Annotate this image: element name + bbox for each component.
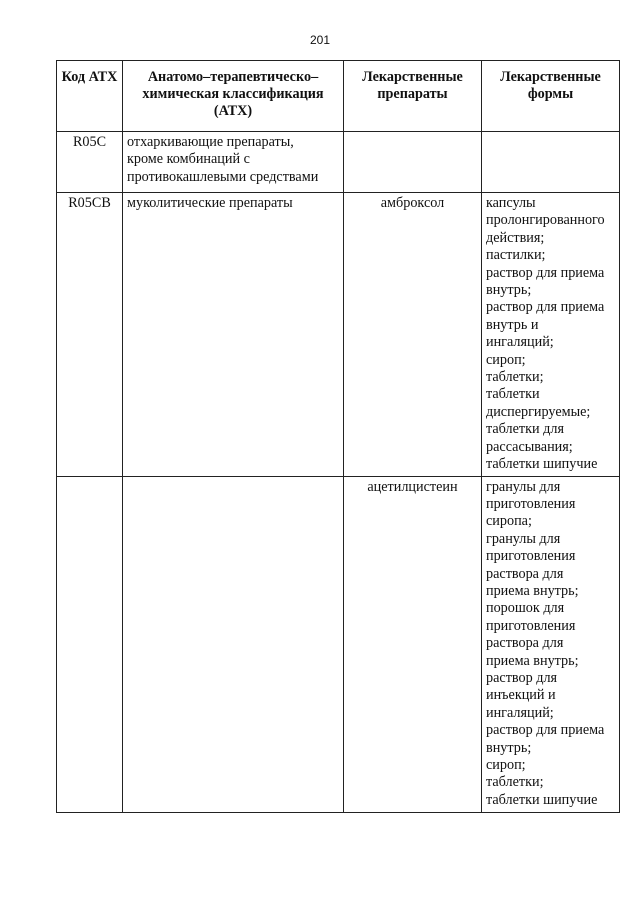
dosage-form-line: сироп;	[486, 351, 526, 368]
dosage-form-line: раствора для	[486, 635, 564, 652]
dosage-form-line: приготовления	[486, 617, 576, 634]
classification-line: кроме комбинаций с	[127, 151, 250, 168]
dosage-form-line: сиропа;	[486, 513, 532, 530]
dosage-form-line: рассасывания;	[486, 438, 573, 455]
dosage-form-line: раствора для	[486, 565, 564, 582]
dosage-form-line: приема внутрь;	[486, 582, 579, 599]
forms-cell	[482, 476, 620, 812]
dosage-form-line: таблетки шипучие	[486, 791, 598, 808]
dosage-form-line: ингаляций;	[486, 334, 554, 351]
drug-name: амброксол	[344, 193, 482, 477]
header-classification: Анатомо–терапевтическо–химическая классификация (АТХ)	[123, 61, 344, 132]
dosage-form-line: таблетки;	[486, 774, 544, 791]
classification-line: отхаркивающие препараты,	[127, 134, 294, 150]
atx-table	[56, 60, 620, 813]
dosage-form-line: таблетки	[486, 386, 540, 403]
dosage-form-line: порошок для	[486, 600, 565, 617]
dosage-form-line: инъекций и	[486, 687, 556, 704]
dosage-form-line: внутрь;	[486, 282, 532, 299]
header-forms: Лекарственные формы	[482, 61, 620, 132]
forms-cell	[482, 193, 620, 477]
dosage-form-line: таблетки для	[486, 421, 564, 438]
table-header-row	[57, 61, 620, 132]
dosage-form-line: таблетки;	[486, 369, 544, 386]
classification-cell	[123, 476, 344, 812]
table-row	[57, 476, 620, 812]
classification-cell	[123, 193, 344, 477]
atx-code: R05CB	[57, 193, 123, 477]
dosage-form-line: внутрь;	[486, 739, 532, 756]
dosage-form-line: пролонгированного	[486, 212, 605, 229]
dosage-form-line: таблетки шипучие	[486, 456, 598, 473]
forms-cell	[482, 132, 620, 193]
dosage-form-line: диспергируемые;	[486, 403, 591, 420]
dosage-form-line: гранулы для	[486, 530, 561, 547]
dosage-form-line: приготовления	[486, 495, 576, 512]
dosage-form-line: приема внутрь;	[486, 652, 579, 669]
table-row	[57, 193, 620, 477]
table-row	[57, 132, 620, 193]
classification-line: муколитические препараты	[127, 195, 293, 211]
dosage-form-line: приготовления	[486, 548, 576, 565]
dosage-form-line: действия;	[486, 229, 545, 246]
dosage-form-line: раствор для приема	[486, 299, 605, 316]
drug-name	[344, 132, 482, 193]
dosage-form-line: раствор для приема	[486, 264, 605, 281]
header-drugs: Лекарственные препараты	[344, 61, 482, 132]
dosage-form-line: ингаляций;	[486, 704, 554, 721]
atx-code	[57, 476, 123, 812]
drug-name: ацетилцистеин	[344, 476, 482, 812]
classification-cell	[123, 132, 344, 193]
dosage-form-line: пастилки;	[486, 247, 546, 264]
dosage-form-line: раствор для	[486, 669, 558, 686]
dosage-form-line: раствор для приема	[486, 722, 605, 739]
header-code: Код АТХ	[57, 61, 123, 132]
dosage-form-line: гранулы для	[486, 478, 561, 495]
dosage-form-line: внутрь и	[486, 316, 539, 333]
dosage-form-line: капсулы	[486, 195, 536, 211]
atx-code: R05C	[57, 132, 123, 193]
page-number: 201	[309, 33, 331, 47]
dosage-form-line: сироп;	[486, 757, 526, 773]
classification-line: противокашлевыми средствами	[127, 168, 319, 185]
